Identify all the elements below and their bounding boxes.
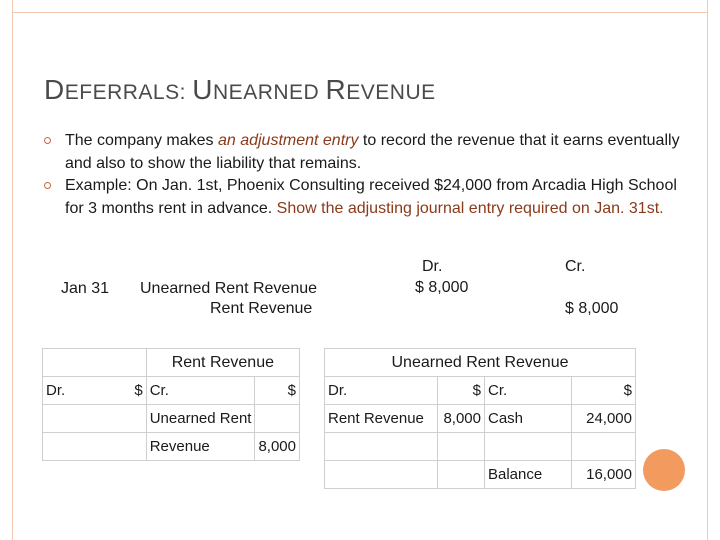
adjustment-entry-highlight: an adjustment entry (217, 132, 359, 149)
empty-cell (325, 433, 438, 461)
balance-label: Balance (485, 461, 572, 489)
cr-currency: $ (572, 377, 636, 405)
slide-frame-top (12, 12, 708, 13)
journal-cr-header: Cr. (565, 258, 586, 275)
entry-label-line2: Revenue (146, 433, 255, 461)
dr-currency: $ (134, 382, 143, 399)
dr-currency: $ (438, 377, 485, 405)
journal-dr-header: Dr. (422, 258, 443, 275)
empty-cell (485, 433, 572, 461)
bullet-circle-icon (44, 137, 51, 144)
empty-cell (572, 433, 636, 461)
bullet-item-adjustment: The company makes an adjustment entry to record the revenue that it earns eventually and also to show the liability that remains. (44, 130, 684, 175)
t-account-rent-revenue (42, 348, 300, 461)
empty-cell (325, 461, 438, 489)
dr-entry-amount: 8,000 (438, 405, 485, 433)
cr-entry-amount: 24,000 (572, 405, 636, 433)
empty-cell (43, 349, 147, 377)
dr-label: Dr. $ (43, 377, 147, 405)
dr-entry-label: Rent Revenue (325, 405, 438, 433)
empty-cell (43, 433, 147, 461)
slide-title: DEFERRALS: UNEARNED REVENUE (44, 74, 436, 105)
bullet-item-example: Example: On Jan. 1st, Phoenix Consulting received $24,000 from Arcadia High School for 3 months rent in advance. Show the adjusting journal entry required on Jan. 31st. (44, 175, 684, 220)
decorative-circle-icon (643, 449, 685, 491)
bullet-list (44, 130, 684, 220)
empty-cell (255, 405, 300, 433)
cr-currency: $ (255, 377, 300, 405)
dr-label: Dr. (325, 377, 438, 405)
bullet-circle-icon (44, 182, 51, 189)
t-account-title: Unearned Rent Revenue (325, 349, 636, 377)
empty-cell (43, 405, 147, 433)
cr-label: Cr. (485, 377, 572, 405)
cr-label: Cr. (146, 377, 255, 405)
t-account-unearned-rent-revenue (324, 348, 636, 489)
t-account-title: Rent Revenue (146, 349, 299, 377)
journal-debit-account: Unearned Rent Revenue (140, 280, 318, 297)
balance-amount: 16,000 (572, 461, 636, 489)
instruction-highlight: Show the adjusting journal entry required on Jan. 31st. (276, 199, 664, 217)
entry-label-line1: Unearned Rent (146, 405, 255, 433)
journal-date: Jan 31 (61, 280, 110, 297)
empty-cell (438, 433, 485, 461)
entry-amount: 8,000 (255, 433, 300, 461)
journal-credit-account: Rent Revenue (210, 300, 313, 317)
cr-entry-label: Cash (485, 405, 572, 433)
journal-dr-amount: $ 8,000 (415, 279, 469, 296)
empty-cell (438, 461, 485, 489)
journal-cr-amount: $ 8,000 (565, 300, 619, 317)
